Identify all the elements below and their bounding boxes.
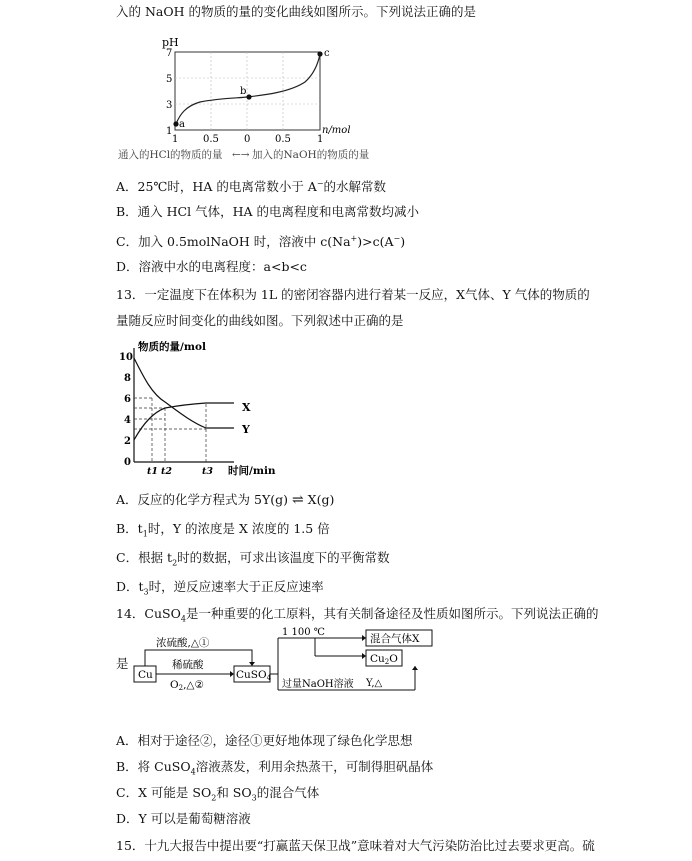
- q13-option-a: A．反应的化学方程式为 5Y(g) ⇌ X(g): [116, 492, 335, 508]
- q13-option-c: C．根据 $t_2$时的数据，可求出该温度下的平衡常数: [116, 550, 390, 568]
- ph-curve: [176, 54, 320, 124]
- temp-label: 1 100 ℃: [282, 627, 325, 638]
- time-axis-label: 时间/min: [228, 465, 276, 477]
- amount-tick-0: 0: [124, 457, 131, 468]
- q12-option-b: B．通入 HCl 气体，HA 的电离程度和电离常数均减小: [116, 204, 419, 219]
- box-mixed-gas: 混合气体X: [370, 633, 420, 645]
- label-b: b: [240, 86, 247, 97]
- q15-stem-line1: 15．十九大报告中提出要“打赢蓝天保卫战”意味着对大气污染防治比过去要求更高。硫: [116, 838, 595, 853]
- q13-stem-line2: 量随反应时间变化的曲线如图。下列叙述中正确的是: [116, 313, 404, 328]
- box-cu2o: Cu2O: [370, 653, 398, 666]
- label-c: c: [324, 48, 330, 59]
- box-cuso4: CuSO4: [236, 669, 272, 682]
- q14-option-a: A．相对于途径②，途径①更好地体现了绿色化学思想: [116, 733, 413, 748]
- q13-option-d: D．$t_3$时，逆反应速率大于正反应速率: [116, 579, 324, 597]
- label-a: a: [179, 119, 185, 130]
- y-condition-label: Y,△: [366, 678, 383, 689]
- caption-arrow: ←→: [232, 149, 250, 161]
- ph-tick-1: 1: [166, 126, 173, 137]
- route1-label: 浓硫酸,△①: [156, 637, 210, 649]
- q14-stem-line1: 14．CuSO$_4$是一种重要的化工原料，其有关制备途径及性质如图所示。下列说法正确的: [116, 606, 599, 624]
- curve-y: [134, 358, 234, 428]
- q14-option-b: B．将 CuSO$_4$溶液蒸发，利用余热蒸干，可制得胆矾晶体: [116, 759, 434, 777]
- x-tick-05-left: 0.5: [203, 134, 219, 145]
- x-tick-05-right: 0.5: [275, 134, 291, 145]
- point-c: [317, 51, 322, 56]
- amount-axis-label: 物质的量/mol: [138, 341, 206, 353]
- box-cu: Cu: [138, 669, 153, 681]
- amount-tick-8: 8: [124, 373, 131, 384]
- point-a: [173, 121, 178, 126]
- q12-option-a: A．25℃时，HA 的电离常数小于 A−的水解常数: [116, 179, 387, 195]
- curve-x: [134, 403, 234, 440]
- x-tick-1-right: 1: [317, 134, 324, 145]
- time-tick-t3: t3: [202, 466, 213, 477]
- cuso4-flow-diagram: [130, 628, 460, 698]
- ph-tick-5: 5: [166, 74, 173, 85]
- amount-tick-4: 4: [124, 415, 131, 426]
- ph-tick-7: 7: [166, 48, 173, 59]
- q12-option-c: C．加入 0.5molNaOH 时，溶液中 c(Na+)>c(A−): [116, 234, 406, 250]
- q14-stem-line2: 是: [116, 656, 129, 671]
- route2-bottom-label: O2,△②: [170, 679, 204, 692]
- time-tick-t1: t1: [147, 466, 158, 477]
- ph-axis-label: pH: [162, 36, 179, 49]
- q13-stem-line1: 13．一定温度下在体积为 1L 的密闭容器内进行着某一反应，X气体、Y 气体的物质的: [116, 287, 590, 302]
- x-axis-label: n/mol: [322, 125, 351, 136]
- q13-option-b: B．$t_1$时，Y 的浓度是 X 浓度的 1.5 倍: [116, 521, 330, 539]
- x-tick-1-left: 1: [172, 134, 179, 145]
- intro-text: 入的 NaOH 的物质的量的变化曲线如图所示。下列说法正确的是: [116, 4, 476, 19]
- naoh-label: 过量NaOH溶液: [282, 679, 354, 690]
- caption-right: 加入的NaOH的物质的量: [252, 149, 370, 161]
- q14-option-c: C．X 可能是 $SO_2$和 $SO_3$的混合气体: [116, 785, 320, 803]
- series-label-x: X: [242, 401, 251, 414]
- amount-time-chart: [116, 338, 296, 478]
- reversible-arrow-icon: ⇌: [291, 492, 304, 508]
- amount-tick-6: 6: [124, 394, 131, 405]
- route2-top-label: 稀硫酸: [172, 659, 204, 671]
- q12-option-d: D．溶液中水的电离程度：a<b<c: [116, 259, 307, 274]
- ph-tick-3: 3: [166, 100, 173, 111]
- point-b: [246, 94, 251, 99]
- q14-option-d: D．Y 可以是葡萄糖溶液: [116, 811, 251, 826]
- caption-left: 通入的HCl的物质的量: [118, 149, 223, 161]
- time-tick-t2: t2: [161, 466, 172, 477]
- series-label-y: Y: [242, 423, 250, 436]
- ph-curve-chart: [118, 34, 410, 164]
- amount-tick-2: 2: [124, 436, 131, 447]
- x-tick-0: 0: [244, 134, 251, 145]
- amount-tick-10: 10: [119, 352, 133, 363]
